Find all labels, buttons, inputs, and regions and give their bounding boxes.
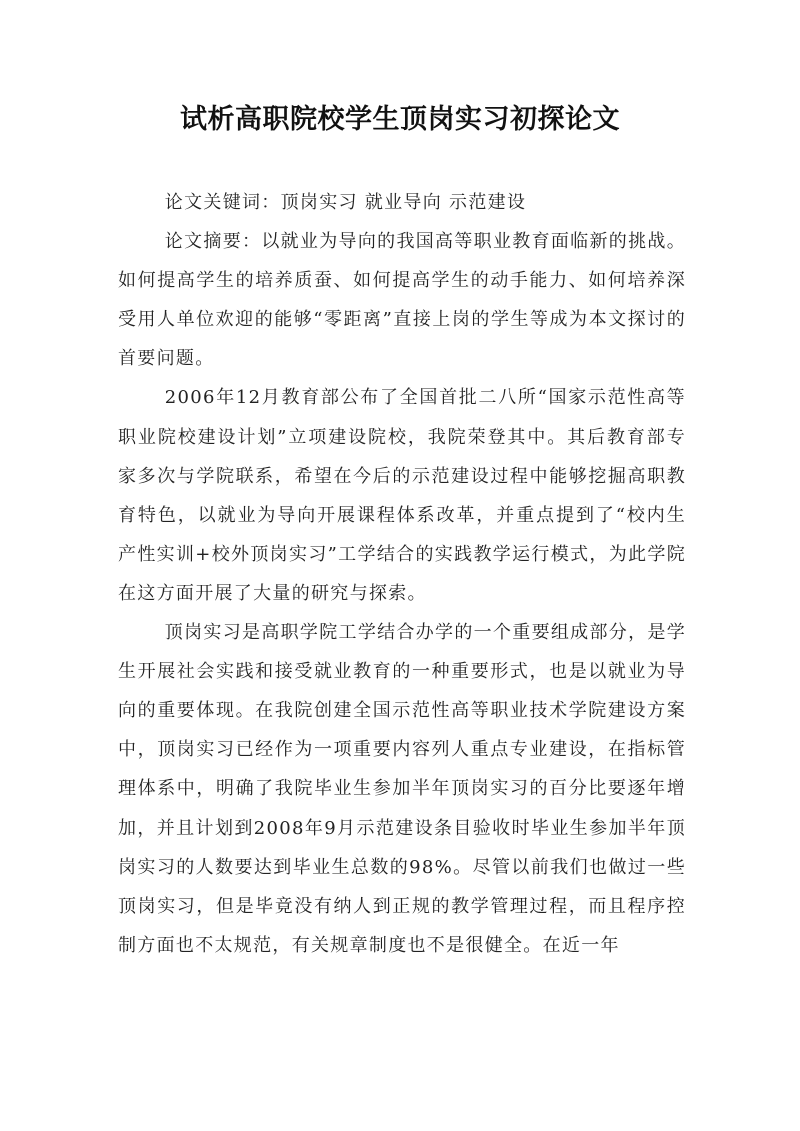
keywords-line: 论文关键词：顶岗实习 就业导向 示范建设 [164, 192, 527, 213]
body-paragraph: 2006年12月教育部公布了全国首批二八所“国家示范性高等职业院校建设计划”立项建设院校，我院荣登其中。其后教育部专家多次与学院联系，希望在今后的示范建设过程中能够挖掘高职教育特色，以就业为导向开展课程体系改革，并重点提到了“校内生产性实训+校外顶岗实习”工学结合的实践教学运行模式，为此学院在这方面开展了大量的研究与探索。 [118, 387, 686, 604]
document-title: 试析高职院校学生顶岗实习初探论文 [180, 104, 620, 135]
body-paragraph: 顶岗实习是高职学院工学结合办学的一个重要组成部分，是学生开展社会实践和接受就业教育的一种重要形式，也是以就业为导向的重要体现。在我院创建全国示范性高等职业技术学院建设方案中，顶岗实习已经作为一项重要内容列人重点专业建设，在指标管理体系中，明确了我院毕业生参加半年顶岗实习的百分比要逐年增加，并且计划到2008年9月示范建设条目验收时毕业生参加半年顶岗实习的人数要达到毕业生总数的98%。尽管以前我们也做过一些顶岗实习，但是毕竟没有纳人到正规的教学管理过程，而且程序控制方面也不太规范，有关规章制度也不是很健全。在近一年 [118, 622, 686, 956]
document-body [118, 183, 686, 965]
abstract-paragraph: 论文摘要：以就业为导向的我国高等职业教育面临新的挑战。如何提高学生的培养质蚕、如何提高学生的动手能力、如何培养深受用人单位欢迎的能够“零距离”直接上岗的学生等成为本文探讨的首要问题。 [118, 231, 686, 370]
